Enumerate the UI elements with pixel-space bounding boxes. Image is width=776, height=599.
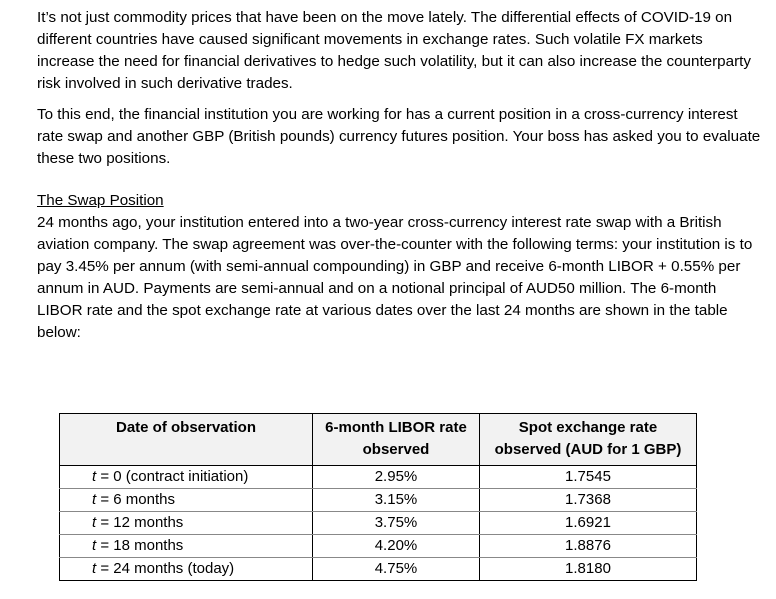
- libor-cell: 2.95%: [313, 466, 480, 489]
- spot-cell: 1.8180: [480, 558, 697, 581]
- date-text: = 0 (contract initiation): [96, 468, 249, 485]
- context-paragraph: To this end, the financial institution you are working for has a current position in a cross-currency interest rate swap and another GBP (British pounds) currency futures position. Your boss has asked you to evaluate these two positions.: [37, 106, 761, 167]
- spot-cell: 1.7368: [480, 489, 697, 512]
- spot-cell: 1.8876: [480, 535, 697, 558]
- time-variable: t: [92, 560, 97, 577]
- time-variable: t: [92, 537, 97, 554]
- header-date: Date of observation: [60, 414, 313, 466]
- table-row: [60, 535, 697, 558]
- libor-cell: 4.20%: [313, 535, 480, 558]
- header-spot: Spot exchange rate observed (AUD for 1 GBP): [480, 414, 697, 466]
- spot-cell: 1.6921: [480, 512, 697, 535]
- time-variable: t: [92, 491, 97, 508]
- table-header-row: [60, 414, 697, 466]
- libor-cell: 3.75%: [313, 512, 480, 535]
- table-row: [60, 512, 697, 535]
- libor-spot-table: [59, 413, 697, 581]
- date-text: = 24 months (today): [96, 560, 235, 577]
- table-row: [60, 489, 697, 512]
- libor-cell: 4.75%: [313, 558, 480, 581]
- date-cell: [60, 466, 313, 489]
- intro-paragraph: It’s not just commodity prices that have been on the move lately. The differential effects of COVID-19 on different countries have caused significant movements in exchange rates. Such volatile FX markets increase the need for financial derivatives to hedge such volatility, but it can also increase the counterparty risk involved in such derivative trades.: [37, 9, 751, 92]
- section-body: 24 months ago, your institution entered into a two-year cross-currency interest rate swap with a British aviation company. The swap agreement was over-the-counter with the following terms: your institution is to pay 3.45% per annum (with semi-annual compounding) in GBP and receive 6-month LIBOR + 0.55% per annum in AUD. Payments are semi-annual and on a notional principal of AUD50 million. The 6-month LIBOR rate and the spot exchange rate at various dates over the last 24 months are shown in the table below:: [37, 214, 753, 341]
- date-text: = 18 months: [96, 537, 184, 554]
- spot-cell: 1.7545: [480, 466, 697, 489]
- time-variable: t: [92, 468, 97, 485]
- date-text: = 6 months: [96, 491, 175, 508]
- table-row: [60, 558, 697, 581]
- section-heading: The Swap Position: [37, 192, 164, 209]
- date-text: = 12 months: [96, 514, 184, 531]
- date-cell: [60, 535, 313, 558]
- table-row: [60, 466, 697, 489]
- document-body: [37, 7, 762, 353]
- date-cell: [60, 489, 313, 512]
- libor-cell: 3.15%: [313, 489, 480, 512]
- header-libor: 6-month LIBOR rate observed: [313, 414, 480, 466]
- date-cell: [60, 512, 313, 535]
- date-cell: [60, 558, 313, 581]
- time-variable: t: [92, 514, 97, 531]
